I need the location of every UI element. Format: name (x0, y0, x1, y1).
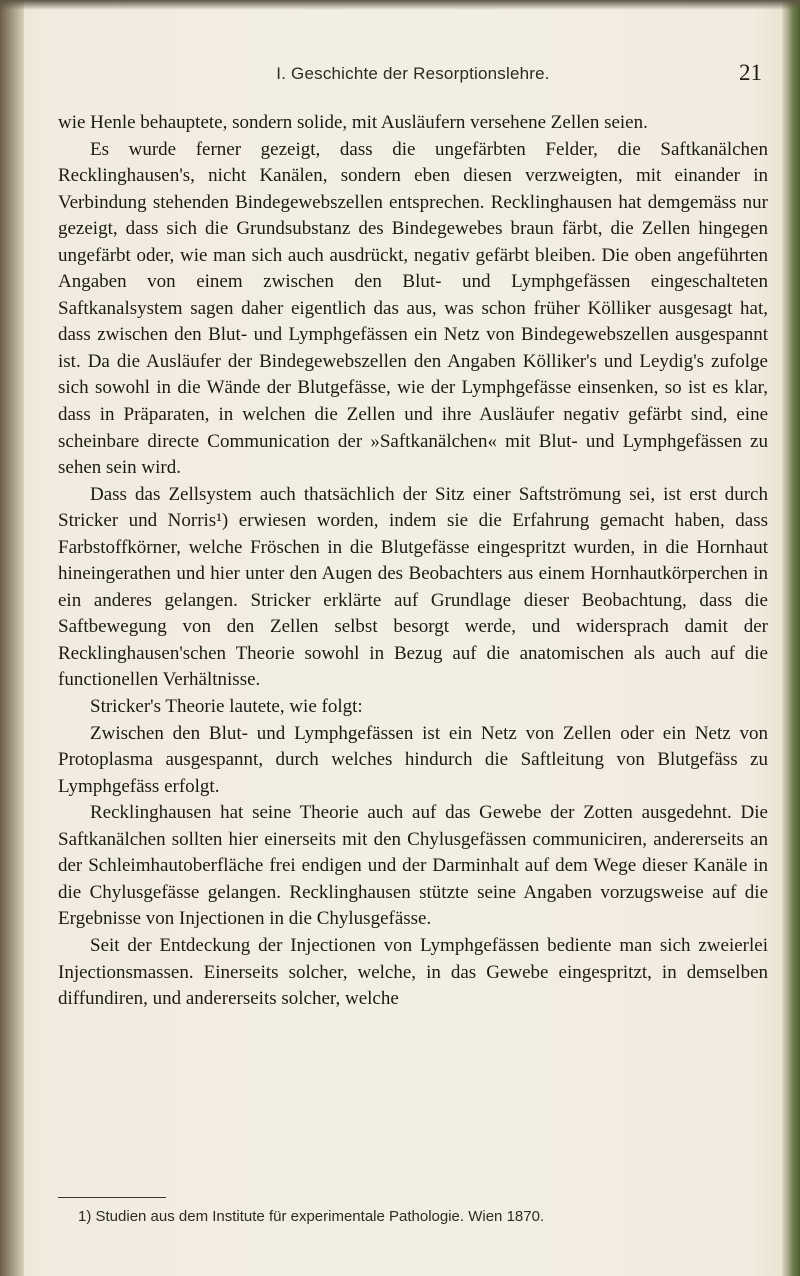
footnote-rule (58, 1197, 166, 1198)
body-text (58, 110, 768, 1013)
paragraph-5: Zwischen den Blut- und Lymphgefässen ist ein Netz von Zellen oder ein Netz von Protoplasma ausgespannt, durch welches hindurch die Saftleitung von Blutgefäss zu Lymphgefäss erfolgt. (58, 722, 768, 797)
running-head (58, 60, 768, 90)
book-gutter-shadow (0, 0, 24, 1276)
page-number: 21 (739, 60, 762, 85)
paragraph-7: Seit der Entdeckung der Injectionen von Lymphgefässen bediente man sich zweierlei Injectionsmassen. Einerseits solcher, welche, in das Gewebe eingespritzt, in demselben diffundiren, und andererseits solcher, welche (58, 934, 768, 1010)
footnote: 1) Studien aus dem Institute für experimentale Pathologie. Wien 1870. (78, 1208, 545, 1225)
page-top-shadow (0, 0, 800, 10)
paragraph-2: Es wurde ferner gezeigt, dass die ungefärbten Felder, die Saftkanälchen Recklinghausen's, nicht Kanälen, sondern eben diesen verzweigten, mit einander in Verbindung stehenden Bindegewebszellen entsprechen. Recklinghausen hat demgemäss nur gezeigt, dass sich die Grundsubstanz des Bindegewebes braun färbt, die Zellen hingegen ungefärbt oder, wie man sich auch ausdrückt, negativ gefärbt bleiben. Die oben angeführten Angaben von einem zwischen den Blut- und Lymphgefässen eingeschalteten Saftkanalsystem sagen daher eigentlich das aus, was schon früher Kölliker ausgesagt hat, dass zwischen den Blut- und Lymphgefässen ein Netz von Bindegewebszellen ausgespannt ist. Da die Ausläufer der Bindegewebszellen den Angaben Kölliker's und Leydig's zufolge sich sowohl in die Wände der Blutgefässe, wie der Lymphgefässe einsenken, so ist es klar, dass in Präparaten, in welchen die Zellen und ihre Ausläufer negativ gefärbt sind, eine scheinbare directe Communication der »Saftkanälchen« mit Blut- und Lymphgefässen zu sehen sein wird. (58, 138, 768, 479)
running-title: I. Geschichte der Resorptionslehre. (276, 64, 550, 83)
paragraph-6: Recklinghausen hat seine Theorie auch auf das Gewebe der Zotten ausgedehnt. Die Saftkanälchen sollten hier einerseits mit den Chylusgefässen communiciren, andererseits an der Schleimhautoberfläche frei endigen und der Darminhalt auf dem Wege dieser Kanäle in die Chylusgefässe gelangen. Recklinghausen stützte seine Angaben vorzugsweise auf die Ergebnisse von Injectionen in die Chylusgefässe. (58, 802, 768, 930)
paragraph-4: Stricker's Theorie lautete, wie folgt: (90, 696, 363, 718)
paragraph-3: Dass das Zellsystem auch thatsächlich der Sitz einer Saftströmung sei, ist erst durch Stricker und Norris¹) erwiesen worden, indem sie die Erfahrung gemacht haben, dass Farbstoffkörner, welche Fröschen in die Blutgefässe eingespritzt wurden, in die Hornhaut hineingerathen und hier unter den Augen des Beobachters aus einem Hornhautkörperchen in ein anderes gelangen. Stricker erklärte auf Grundlage dieser Beobachtung, dass die Saftbewegung von den Zellen selbst besorgt werde, und widersprach damit der Recklinghausen'schen Theorie sowohl in Bezug auf die anatomischen als auch auf die functionellen Verhältnisse. (58, 483, 768, 691)
page-edge-right (782, 0, 800, 1276)
paragraph-1: wie Henle behauptete, sondern solide, mit Ausläufern versehene Zellen seien. (58, 112, 648, 133)
